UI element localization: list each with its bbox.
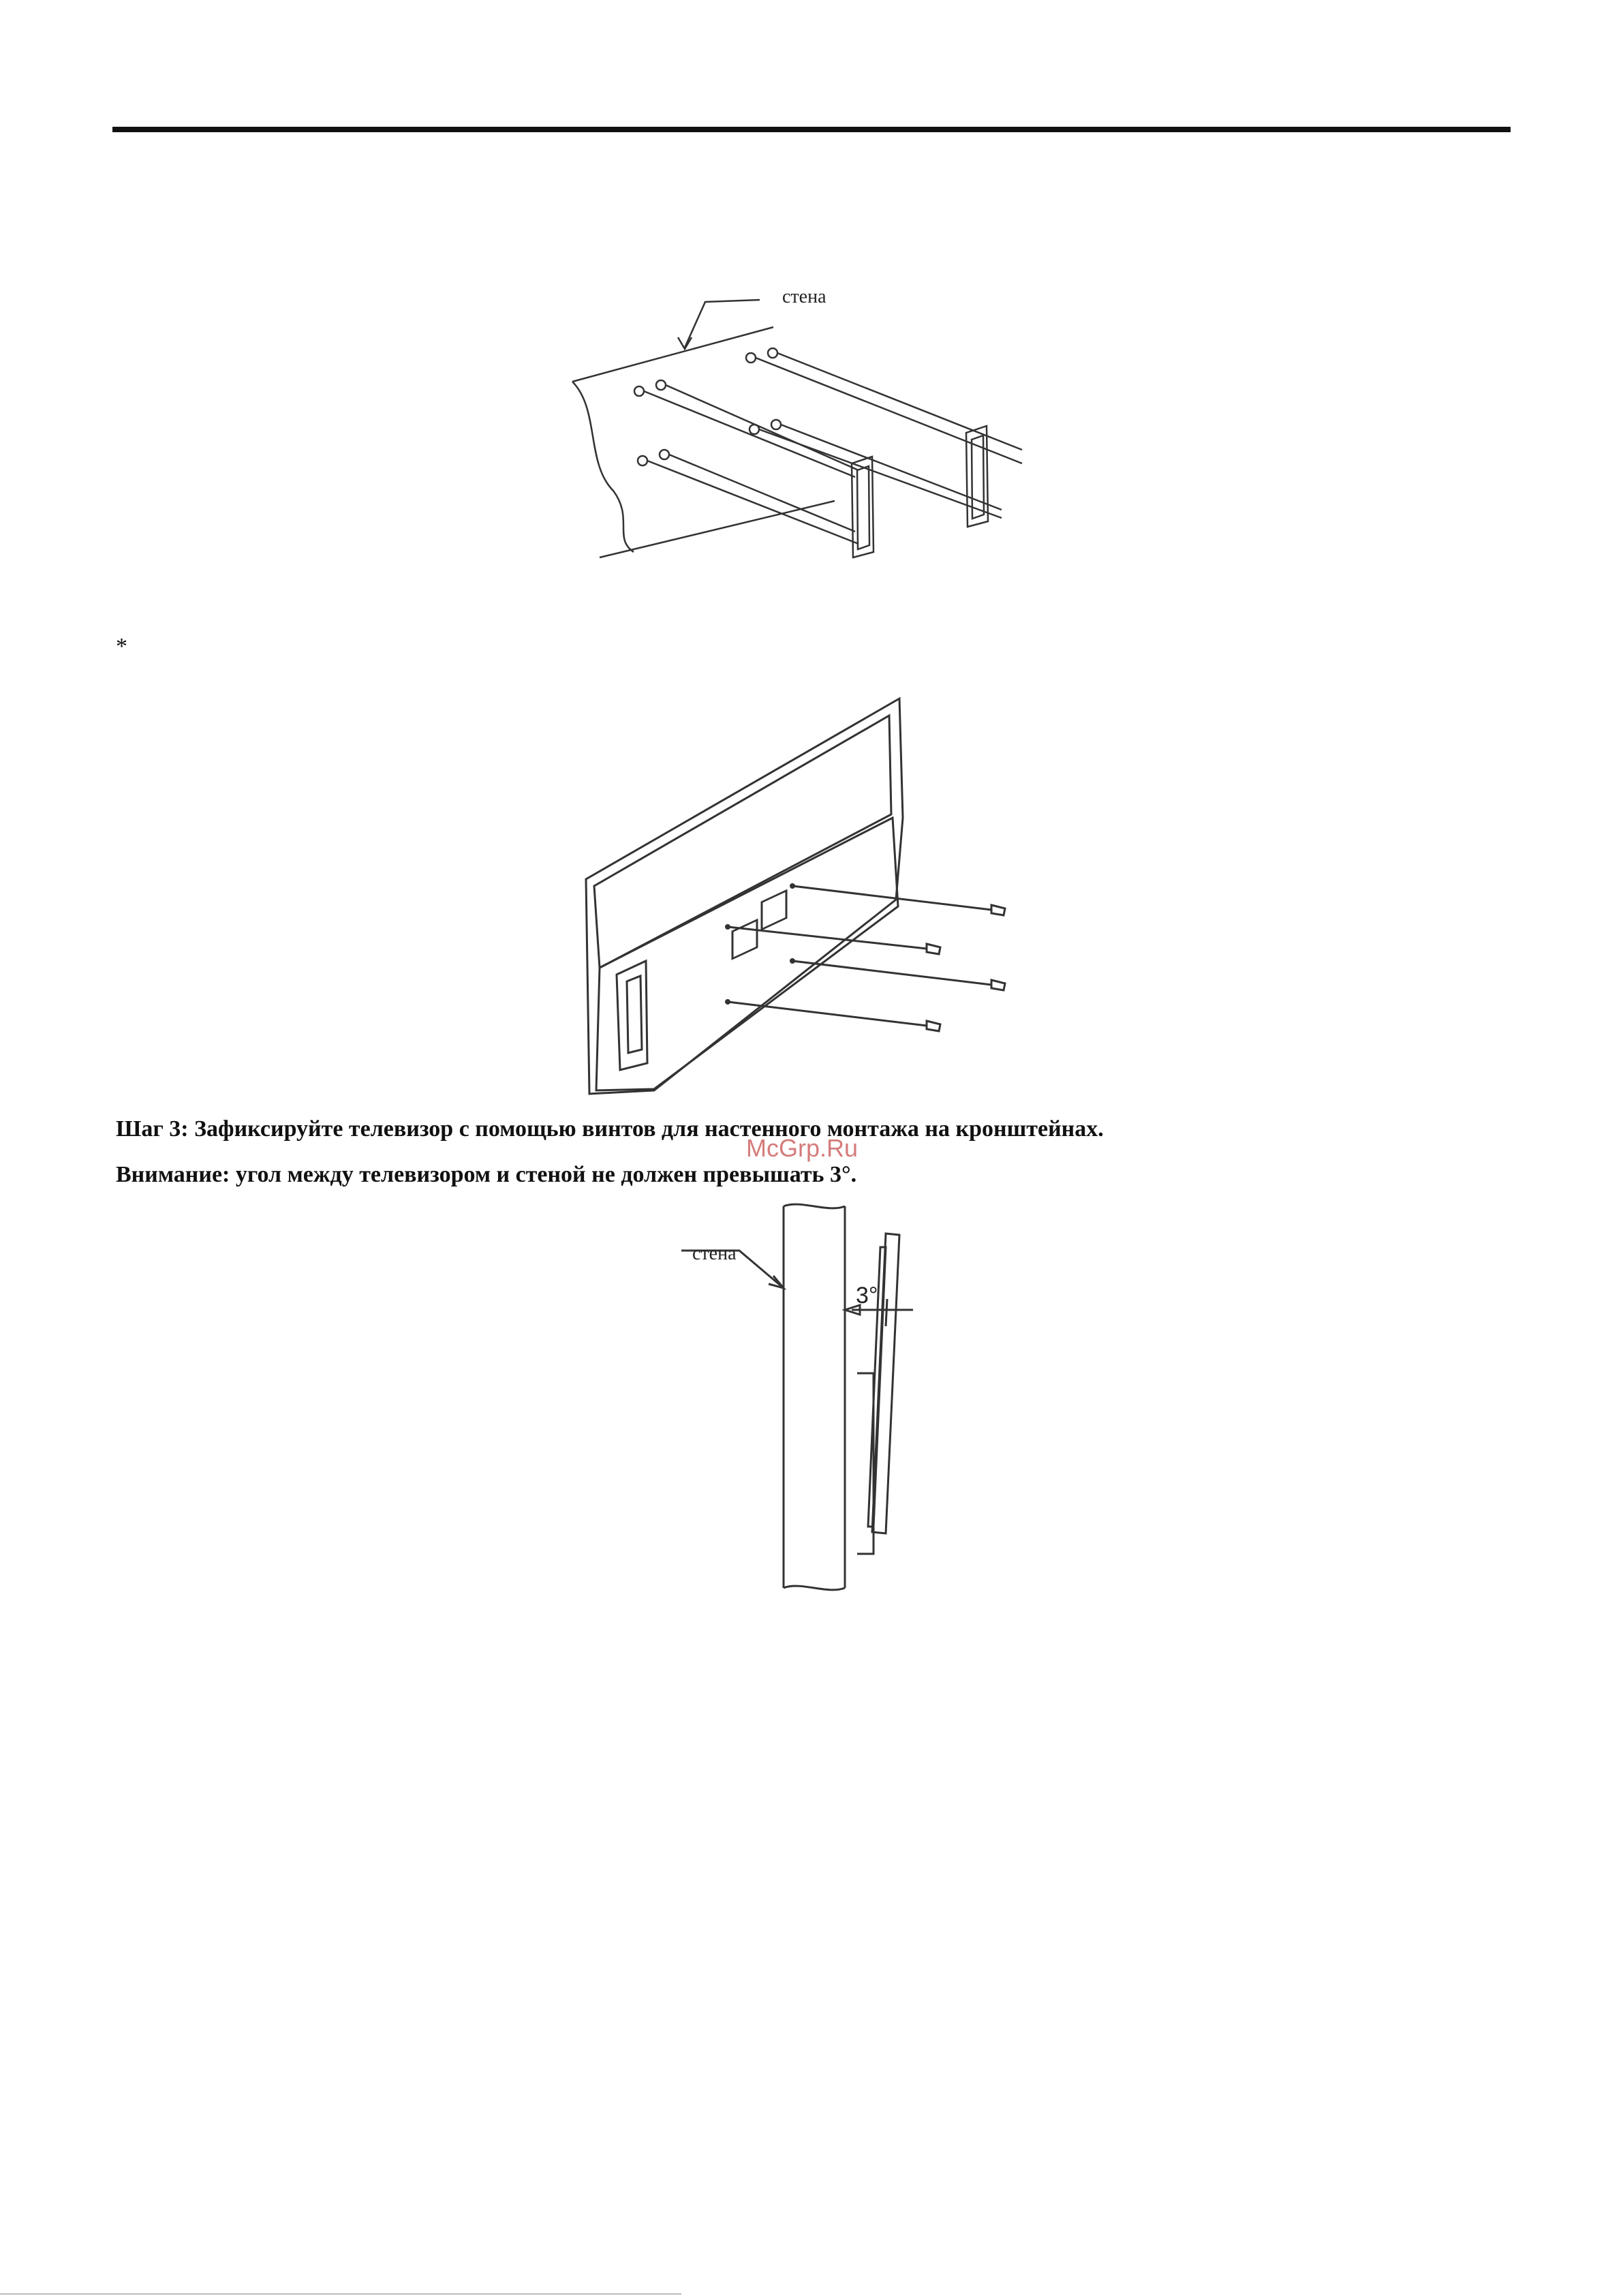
figure-wall-brackets bbox=[559, 273, 1036, 572]
wall-brackets-diagram bbox=[559, 273, 1036, 572]
watermark: McGrp.Ru bbox=[746, 1134, 859, 1162]
figure-wall-angle bbox=[593, 1199, 933, 1595]
top-rule bbox=[112, 127, 1511, 132]
angle-label: 3° bbox=[856, 1283, 878, 1308]
bottom-rule bbox=[0, 2293, 681, 2295]
figure-tv-back bbox=[579, 692, 1022, 1101]
wall-label: стена bbox=[782, 286, 826, 307]
angle-warning: Внимание: угол между телевизором и стеной не должен превышать 3°. bbox=[116, 1162, 857, 1187]
wall-angle-diagram bbox=[593, 1199, 933, 1595]
tv-back-diagram bbox=[579, 692, 1022, 1101]
note-marker: * bbox=[116, 634, 127, 659]
step3-instruction: Шаг 3: Зафиксируйте телевизор с помощью винтов для настенного монтажа на кронштейнах. bbox=[116, 1116, 1104, 1142]
wall-label-2: стена bbox=[692, 1243, 737, 1264]
